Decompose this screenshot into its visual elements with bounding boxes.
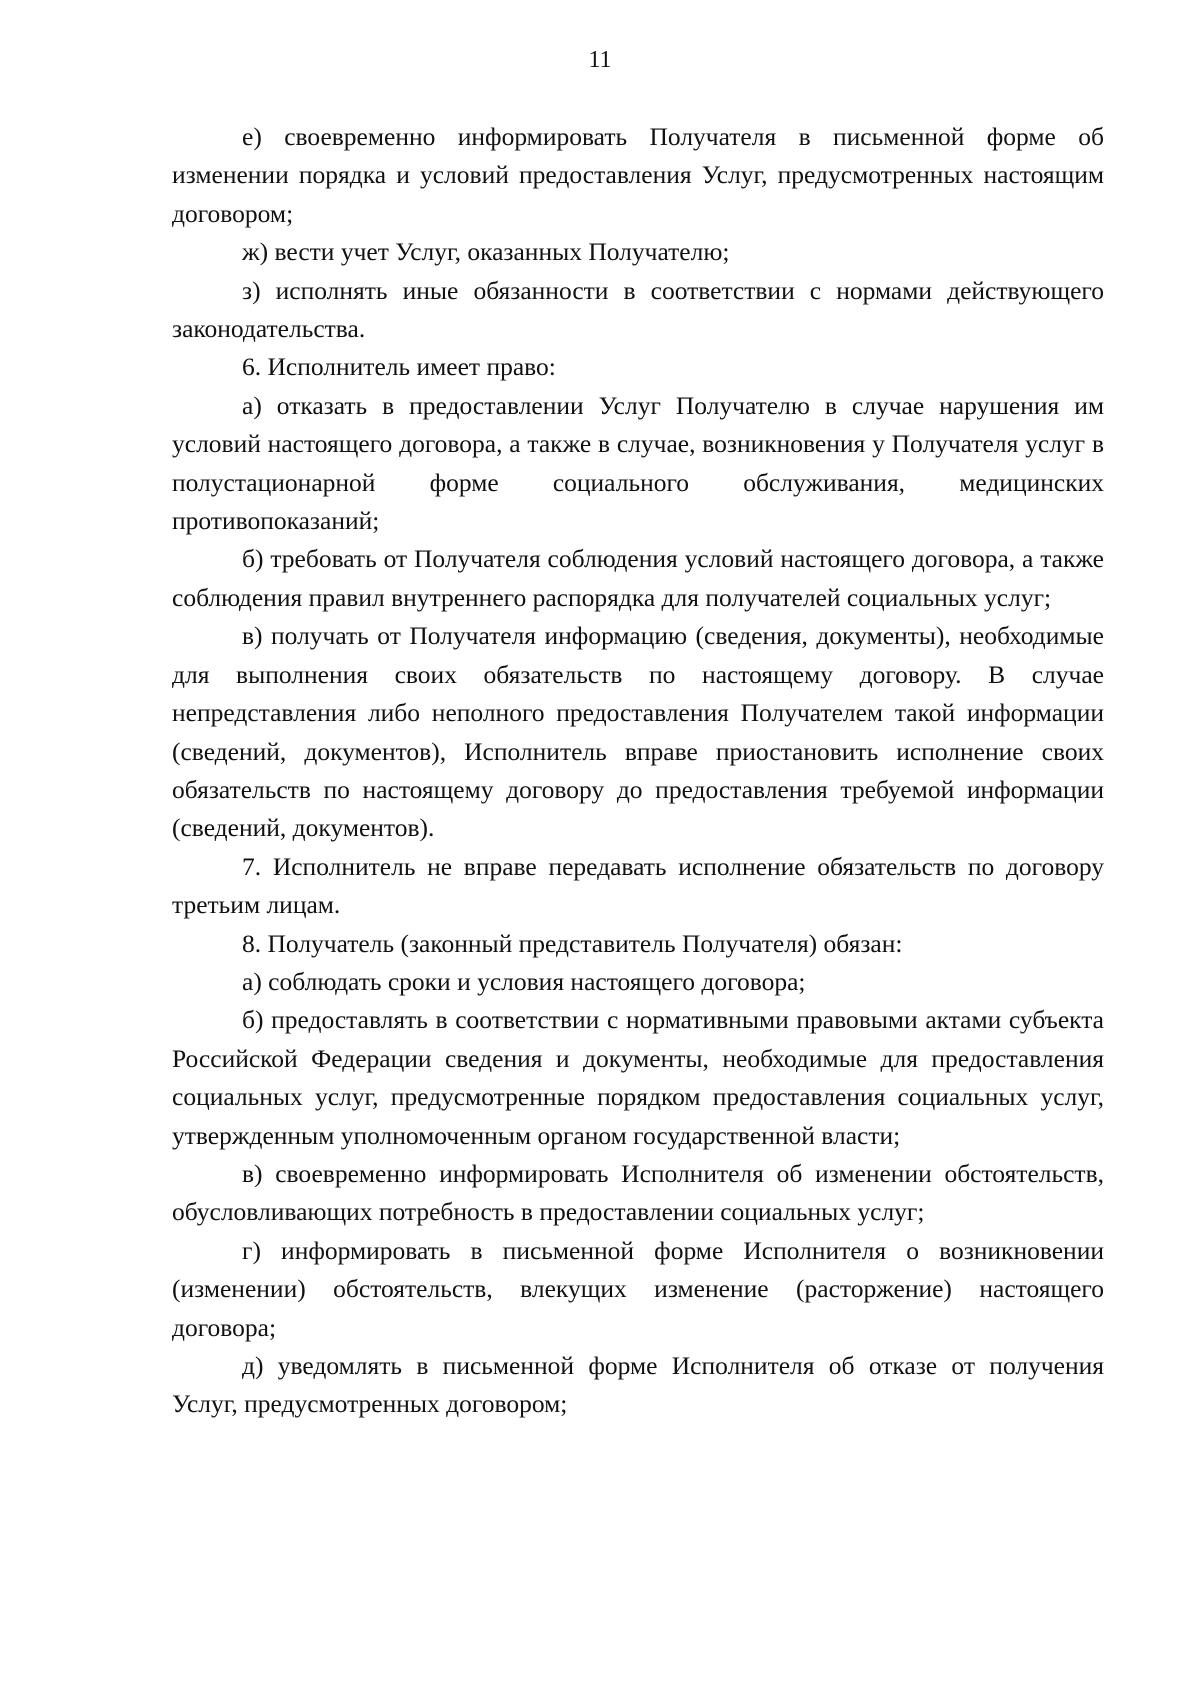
section-8-heading: 8. Получатель (законный представитель Получателя) обязан: (242, 928, 903, 958)
section-7-paragraph: 7. Исполнитель не вправе передавать исполнение обязательств по договору третьим лицам. (172, 851, 1104, 920)
paragraph-obligation-z: з) исполнять иные обязанности в соответствии с нормами действующего законодательства. (172, 275, 1104, 344)
paragraph-obligation-zh: ж) вести учет Услуг, оказанных Получателю; (242, 237, 730, 267)
section-6-heading: 6. Исполнитель имеет право: (242, 352, 556, 382)
paragraph-right-v: в) получать от Получателя информацию (сведения, документы), необходимые для выполнения своих обязательств по настоящему договору. В случае непредставления либо неполного предоставления Получателем такой информации (сведений, документов), Исполнитель вправе приостановить исполнение своих обязательств по настоящему договору до предоставления требуемой информации (сведений, документов). (172, 621, 1104, 843)
paragraph-duty-a: а) соблюдать сроки и условия настоящего договора; (242, 966, 806, 996)
paragraph-duty-b: б) предоставлять в соответствии с нормативными правовыми актами субъекта Российской Федерации сведения и документы, необходимые для предоставления социальных услуг, предусмотренные порядком предоставления социальных услуг, утвержденным уполномоченным органом государственной власти; (172, 1005, 1104, 1150)
paragraph-duty-v: в) своевременно информировать Исполнителя об изменении обстоятельств, обусловливающих потребность в предоставлении социальных услуг; (172, 1158, 1104, 1227)
paragraph-duty-d: д) уведомлять в письменной форме Исполнителя об отказе от получения Услуг, предусмотренных договором; (172, 1351, 1104, 1419)
paragraph-duty-g: г) информировать в письменной форме Исполнителя о возникновении (изменении) обстоятельств, влекущих изменение (расторжение) настоящего договора; (172, 1235, 1104, 1342)
paragraph-right-b: б) требовать от Получателя соблюдения условий настоящего договора, а также соблюдения правил внутреннего распорядка для получателей социальных услуг; (172, 544, 1104, 612)
document-body (172, 118, 1104, 1424)
page-number: 11 (588, 47, 612, 73)
paragraph-obligation-e: е) своевременно информировать Получателя в письменной форме об изменении порядка и условий предоставления Услуг, предусмотренных настоящим договором; (172, 122, 1104, 228)
paragraph-right-a: а) отказать в предоставлении Услуг Получателю в случае нарушения им условий настоящего договора, а также в случае, возникновения у Получателя услуг в полустационарной форме социального обслуживания, медицинских противопоказаний; (172, 390, 1104, 536)
